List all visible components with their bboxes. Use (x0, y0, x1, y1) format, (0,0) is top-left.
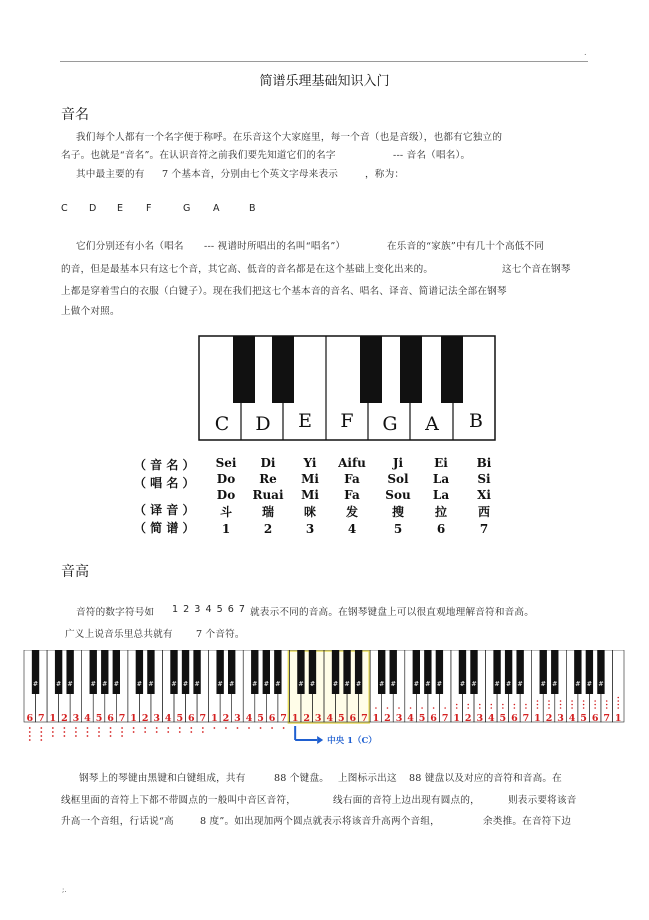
low-octave-dot (87, 731, 89, 733)
high-octave-dot (387, 707, 389, 709)
solfege-cell: Sol (387, 472, 409, 486)
black-key-label: # (148, 680, 154, 688)
white-key-number: 1 (211, 713, 218, 724)
low-octave-dot (156, 731, 158, 733)
para3-l1c: 在乐音的“家族”中有几十个高低不同 (387, 241, 545, 252)
pinyin-cell: Mi (301, 488, 319, 502)
jianpu-cell: 4 (347, 522, 357, 536)
white-key-number: 2 (303, 713, 311, 724)
high-octave-dot (606, 707, 608, 709)
s2-para1-a: 音符的数字符号如 (76, 607, 155, 618)
high-octave-dot (583, 704, 585, 706)
low-octave-dot (29, 731, 31, 733)
section-heading-yinming: 音名 (61, 107, 89, 123)
white-key-number: 5 (257, 713, 264, 724)
high-octave-dot (491, 707, 493, 709)
black-key-label: # (332, 680, 339, 688)
black-key (400, 336, 422, 403)
header-rule (60, 61, 588, 62)
high-octave-dot (606, 704, 608, 706)
chinese-cell: 斗 (219, 505, 233, 519)
black-key-label: # (171, 680, 177, 688)
section-heading-yingao: 音高 (61, 564, 89, 580)
low-octave-dot (87, 727, 89, 729)
black-key-label: # (575, 680, 581, 688)
white-key-number: 2 (384, 713, 391, 724)
low-octave-dot (179, 731, 181, 733)
chinese-cell: 西 (477, 505, 491, 519)
white-key-number: 3 (234, 713, 241, 724)
key-letter: G (382, 413, 398, 435)
white-key-number: 6 (511, 713, 518, 724)
black-key-label: # (459, 680, 466, 688)
black-key-label: # (275, 680, 281, 688)
key-letter: D (255, 413, 271, 435)
footer-mark: ;. (62, 886, 67, 894)
black-key-label: # (136, 680, 143, 688)
high-octave-dot (617, 700, 619, 702)
low-octave-dot (98, 731, 100, 733)
para2-b: 7 个基本音，分别由七个英文字母来表示 (162, 169, 339, 180)
high-octave-dot (606, 700, 608, 702)
white-key-number: 3 (476, 713, 484, 724)
low-octave-dot (271, 727, 273, 729)
white-key-number: 5 (337, 713, 345, 724)
high-octave-dot (375, 707, 377, 709)
white-key-number: 7 (603, 713, 611, 724)
black-key-label: # (228, 680, 235, 688)
s2-para3-l1d: 88 键盘以及对应的音符和音高。在 (409, 773, 562, 784)
note-letter: B (249, 203, 256, 214)
black-key (233, 336, 255, 403)
white-key-number: 6 (187, 713, 195, 724)
black-key-label: # (517, 680, 523, 688)
note-letter: A (213, 203, 220, 214)
black-key-label: # (494, 680, 500, 688)
low-octave-dot (202, 727, 204, 729)
pinyin-cell: Ruai (252, 488, 284, 502)
low-octave-dot (63, 727, 65, 729)
low-octave-dot (110, 731, 112, 733)
low-octave-dot (190, 731, 192, 733)
black-key-label: # (598, 680, 604, 688)
low-octave-dot (75, 735, 77, 737)
white-key-number: 1 (372, 713, 380, 724)
high-octave-dot (398, 707, 400, 709)
black-key (360, 336, 382, 403)
para1-line1: 我们每个人都有一个名字便于称呼。在乐音这个大家庭里，每一个音（也是音级），也都有它独立的 (76, 132, 503, 143)
high-octave-dot (548, 704, 550, 706)
black-key-label: # (67, 680, 73, 688)
chinese-cell: 咪 (303, 505, 317, 519)
low-octave-dot (87, 735, 89, 737)
white-key-number: 7 (118, 713, 126, 724)
white-key-number: 1 (291, 713, 299, 724)
high-octave-dot (571, 707, 573, 709)
key-letter: A (425, 413, 439, 435)
middle-c-label: 中央 1（C） (327, 736, 377, 746)
high-octave-dot (617, 697, 619, 699)
white-key-number: 6 (107, 713, 114, 724)
solfege-cell: La (432, 472, 450, 486)
note-letter: C (61, 203, 68, 214)
syllable-cell: Yi (303, 456, 317, 470)
black-key-label: # (298, 680, 304, 688)
high-octave-dot (514, 707, 516, 709)
white-key-number: 7 (441, 713, 449, 724)
s2-para1-c: 就表示不同的音高。在钢琴键盘上可以很直观地理解音符和音高。 (250, 607, 535, 618)
pinyin-cell: Xi (477, 488, 491, 502)
jianpu-cell: 6 (436, 522, 446, 536)
high-octave-dot (571, 700, 573, 702)
para3-l1a: 它们分别还有小名（唱名 (76, 241, 184, 252)
low-octave-dot (29, 727, 31, 729)
high-octave-dot (617, 704, 619, 706)
low-octave-dot (202, 731, 204, 733)
chinese-cell: 瑞 (261, 505, 275, 519)
black-key-label: # (309, 680, 316, 688)
white-key-number: 7 (522, 713, 530, 724)
para1-line2a: 名子。也就是“音名”。在认识音符之前我们要先知道它们的名字 (61, 150, 336, 161)
white-key-number: 7 (37, 713, 45, 724)
jianpu-cell: 5 (393, 522, 403, 536)
white-key-number: 6 (26, 713, 34, 724)
black-key-label: # (102, 680, 108, 688)
piano-88-keys (22, 650, 626, 750)
high-octave-dot (583, 700, 585, 702)
para2-a: 其中最主要的有 (76, 169, 145, 180)
black-key-label: # (252, 680, 258, 688)
note-letter: E (117, 203, 124, 214)
low-octave-dot (63, 731, 65, 733)
low-octave-dot (75, 731, 77, 733)
low-octave-dot (237, 727, 239, 729)
black-key-label: # (217, 680, 223, 688)
white-key-number: 5 (499, 713, 507, 724)
black-key-label: # (471, 680, 477, 688)
middle-c-arrowhead (317, 736, 323, 744)
white-key-number: 4 (245, 713, 253, 724)
jianpu-cell: 3 (305, 522, 315, 536)
high-octave-dot (537, 707, 539, 709)
white-key-number: 4 (164, 713, 172, 724)
low-octave-dot (40, 735, 42, 737)
syllable-cell: Aifu (338, 456, 366, 470)
white-key-number: 1 (49, 713, 57, 724)
s2-para3-l2c: 则表示要将该音 (508, 795, 577, 806)
solfege-cell: Do (216, 472, 236, 486)
solfege-cell: Mi (301, 472, 319, 486)
white-key-number: 7 (199, 713, 207, 724)
pinyin-cell: La (432, 488, 450, 502)
high-octave-dot (444, 707, 446, 709)
keyboard-note-chart (130, 334, 510, 544)
low-octave-dot (133, 727, 135, 729)
white-key-number: 6 (268, 713, 276, 724)
low-octave-dot (40, 739, 42, 741)
high-octave-dot (537, 700, 539, 702)
low-octave-dot (40, 727, 42, 729)
note-letter: G (183, 203, 191, 214)
white-key-number: 6 (349, 713, 357, 724)
key-letter: C (214, 413, 230, 435)
high-octave-dot (410, 707, 412, 709)
low-octave-dot (110, 735, 112, 737)
low-octave-dot (144, 731, 146, 733)
low-octave-dot (213, 727, 215, 729)
white-key-number: 7 (280, 713, 287, 724)
white-key-number: 4 (568, 713, 576, 724)
high-octave-dot (421, 707, 423, 709)
white-key-number: 5 (95, 713, 103, 724)
low-octave-dot (121, 731, 123, 733)
white-key-number: 1 (534, 713, 541, 724)
black-key-label: # (263, 680, 270, 688)
black-key-label: # (113, 680, 120, 688)
white-key-number: 7 (361, 713, 368, 724)
low-octave-dot (179, 727, 181, 729)
low-octave-dot (283, 727, 285, 729)
solfege-cell: Re (259, 472, 277, 486)
s2-para3-l1b: 88 个键盘。 (274, 773, 330, 784)
high-octave-dot (594, 707, 596, 709)
black-key-label: # (505, 680, 512, 688)
white-key-number: 3 (72, 713, 80, 724)
solfege-cell: Fa (344, 472, 360, 486)
high-octave-dot (525, 704, 527, 706)
black-key-label: # (390, 680, 396, 688)
syllable-cell: Ei (434, 456, 448, 470)
black-key-label: # (55, 680, 62, 688)
row-label: （ 音 名 ） (134, 458, 195, 472)
white-key-number: 2 (545, 713, 553, 724)
black-key-label: # (344, 680, 350, 688)
jianpu-cell: 7 (479, 522, 489, 536)
key-letter: E (298, 410, 312, 432)
high-octave-dot (594, 700, 596, 702)
high-octave-dot (571, 704, 573, 706)
white-key-number: 3 (557, 713, 564, 724)
white-key-number: 1 (614, 713, 622, 724)
white-key-number: 2 (141, 713, 149, 724)
high-octave-dot (583, 707, 585, 709)
white-key-number: 2 (464, 713, 472, 724)
high-octave-dot (456, 704, 458, 706)
white-key-number: 5 (176, 713, 184, 724)
s2-para3-l3c: 余类推。在音符下边 (483, 816, 572, 827)
white-key-number: 4 (84, 713, 91, 724)
black-key-label: # (425, 680, 431, 688)
high-octave-dot (502, 704, 504, 706)
white-key-number: 6 (430, 713, 437, 724)
pinyin-cell: Fa (344, 488, 360, 502)
low-octave-dot (190, 727, 192, 729)
high-octave-dot (548, 700, 550, 702)
high-octave-dot (491, 704, 493, 706)
high-octave-dot (479, 707, 481, 709)
black-key (272, 336, 294, 403)
white-key-number: 5 (580, 713, 587, 724)
key-letter: B (469, 410, 483, 432)
corner-dot: . (584, 48, 587, 57)
row-label: （ 唱 名 ） (134, 476, 195, 490)
white-key-number: 3 (153, 713, 161, 724)
s2-para3-l1c: 上图标示出这 (338, 773, 397, 784)
low-octave-dot (52, 731, 54, 733)
black-key-label: # (552, 680, 558, 688)
low-octave-dot (121, 735, 123, 737)
pinyin-cell: Sou (385, 488, 411, 502)
high-octave-dot (456, 707, 458, 709)
syllable-cell: Ji (392, 456, 404, 470)
high-octave-dot (525, 707, 527, 709)
high-octave-dot (433, 707, 435, 709)
s2-para3-l2b: 线右面的音符上边出现有圆点的， (333, 795, 480, 806)
low-octave-dot (260, 727, 262, 729)
high-octave-dot (467, 707, 469, 709)
white-key (612, 650, 624, 722)
white-key-number: 4 (326, 713, 334, 724)
black-key-label: # (586, 680, 593, 688)
high-octave-dot (467, 704, 469, 706)
low-octave-dot (98, 735, 100, 737)
white-key-number: 1 (130, 713, 137, 724)
high-octave-dot (479, 704, 481, 706)
s2-para1-b: 1 2 3 4 5 6 7 (172, 604, 247, 615)
s2-para3-l3a: 升高一个音组，行话说“高 (61, 816, 174, 827)
high-octave-dot (594, 704, 596, 706)
white-key-number: 4 (407, 713, 414, 724)
high-octave-dot (514, 704, 516, 706)
jianpu-cell: 2 (263, 522, 273, 536)
low-octave-dot (110, 727, 112, 729)
para2-c: ，称为： (365, 169, 405, 180)
chinese-cell: 发 (345, 505, 359, 519)
black-key-label: # (378, 680, 385, 688)
black-key (441, 336, 463, 403)
white-key-number: 4 (487, 713, 495, 724)
s2-para2-a: 广义上说音乐里总共就有 (65, 629, 173, 640)
row-label: （ 简 谱 ） (134, 521, 195, 535)
low-octave-dot (167, 731, 169, 733)
low-octave-dot (75, 727, 77, 729)
white-key-number: 6 (591, 713, 599, 724)
black-key-label: # (90, 680, 96, 688)
low-octave-dot (98, 727, 100, 729)
low-octave-dot (40, 731, 42, 733)
white-key-number: 2 (61, 713, 68, 724)
chinese-cell: 搜 (391, 505, 405, 519)
high-octave-dot (560, 700, 562, 702)
black-key-label: # (436, 680, 443, 688)
low-octave-dot (167, 727, 169, 729)
low-octave-dot (29, 739, 31, 741)
s2-para3-l2a: 线框里面的音符上下都不带圆点的一般叫中音区音符， (61, 795, 297, 806)
s2-para2-b: 7 个音符。 (196, 629, 245, 640)
low-octave-dot (225, 727, 227, 729)
key-letter: F (340, 410, 354, 432)
note-letter: F (146, 203, 152, 214)
note-letter: D (89, 203, 97, 214)
high-octave-dot (560, 704, 562, 706)
black-key-label: # (540, 680, 546, 688)
high-octave-dot (560, 707, 562, 709)
para3-l1b: --- 视谱时所唱出的名叫“唱名”） (204, 241, 346, 252)
jianpu-cell: 1 (221, 522, 231, 536)
black-key-label: # (182, 680, 189, 688)
low-octave-dot (121, 727, 123, 729)
page-title: 简谱乐理基础知识入门 (259, 74, 390, 89)
black-key-label: # (413, 680, 420, 688)
chinese-cell: 拉 (434, 505, 448, 519)
low-octave-dot (63, 735, 65, 737)
white-key-number: 5 (418, 713, 426, 724)
low-octave-dot (156, 727, 158, 729)
low-octave-dot (144, 727, 146, 729)
low-octave-dot (52, 727, 54, 729)
syllable-cell: Bi (476, 456, 492, 470)
row-label: （ 译 音 ） (134, 503, 195, 517)
low-octave-dot (29, 735, 31, 737)
high-octave-dot (548, 707, 550, 709)
syllable-cell: Di (260, 456, 276, 470)
black-key-label: # (194, 680, 200, 688)
low-octave-dot (52, 735, 54, 737)
low-octave-dot (133, 731, 135, 733)
para1-line2b: --- 音名（唱名）。 (393, 150, 471, 161)
black-key-label: # (355, 680, 362, 688)
high-octave-dot (617, 707, 619, 709)
solfege-cell: Si (477, 472, 491, 486)
white-key-number: 3 (395, 713, 403, 724)
high-octave-dot (537, 704, 539, 706)
para3-l4: 上做个对照。 (61, 306, 120, 317)
pinyin-cell: Do (216, 488, 236, 502)
s2-para3-l1a: 钢琴上的琴键由黑键和白键组成，共有 (79, 773, 246, 784)
syllable-cell: Sei (215, 456, 237, 470)
white-key-number: 3 (314, 713, 322, 724)
white-key-number: 2 (222, 713, 230, 724)
para3-l2a: 的音，但是最基本只有这七个音，其它高、低音的音名都是在这个基础上变化出来的。 (61, 264, 434, 275)
high-octave-dot (502, 707, 504, 709)
para3-l2b: 这七个音在钢琴 (502, 264, 571, 275)
s2-para3-l3b: 8 度”。如出现加两个圆点就表示将该音升高两个音组， (200, 816, 440, 827)
white-key-number: 1 (453, 713, 461, 724)
low-octave-dot (248, 727, 250, 729)
para3-l3: 上都是穿着雪白的衣服（白键子）。现在我们把这七个基本音的音名、唱名、译音、简谱记法全部在钢琴 (61, 286, 507, 297)
black-key-label: # (32, 680, 39, 688)
